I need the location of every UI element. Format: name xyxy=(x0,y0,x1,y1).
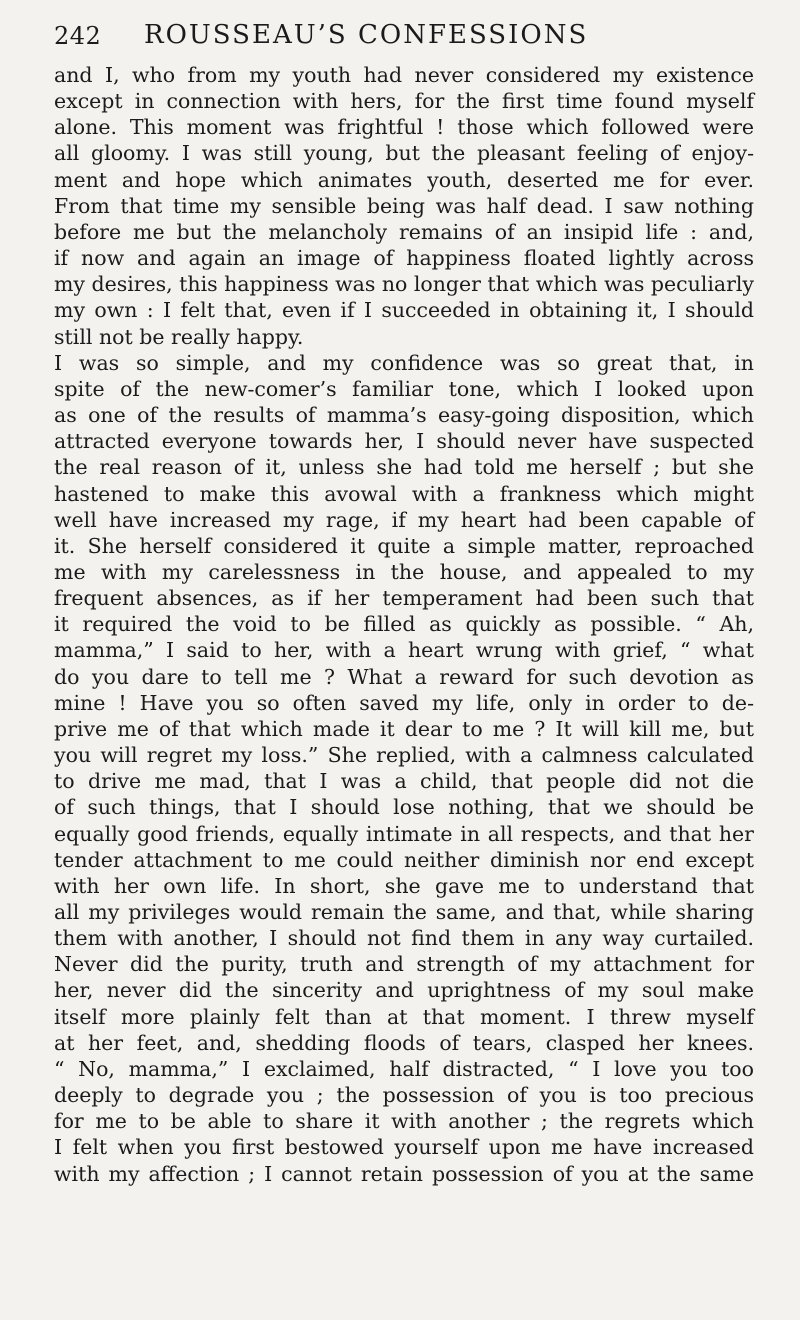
text-line: me with my carelessness in the house, and appealed to my xyxy=(54,559,754,584)
text-line: attracted everyone towards her, I should never have suspected xyxy=(54,429,754,454)
text-line: still not be really happy. xyxy=(54,324,304,349)
text-line: mine ! Have you so often saved my life, only in order to de- xyxy=(54,690,754,715)
text-line: I felt when you first bestowed yourself upon me have increased xyxy=(54,1135,754,1160)
text-line: do you dare to tell me ? What a reward for such devotion as xyxy=(54,664,754,689)
text-line: mamma,” I said to her, with a heart wrung with grief, “ what xyxy=(54,638,754,663)
text-line: tender attachment to me could neither diminish nor end except xyxy=(54,847,754,872)
text-line: at her feet, and, shedding floods of tears, clasped her knees. xyxy=(54,1030,754,1055)
text-line: if now and again an image of happiness floated lightly across xyxy=(54,246,754,271)
text-line: deeply to degrade you ; the possession of you is too precious xyxy=(54,1083,754,1108)
text-line: for me to be able to share it with another ; the regrets which xyxy=(54,1109,754,1134)
text-line: to drive me mad, that I was a child, that people did not die xyxy=(54,769,754,794)
text-line: the real reason of it, unless she had told me herself ; but she xyxy=(54,455,754,480)
text-line: hastened to make this avowal with a frankness which might xyxy=(54,481,754,506)
text-line: equally good friends, equally intimate in all respects, and that her xyxy=(54,821,754,846)
text-line: except in connection with hers, for the first time found myself xyxy=(54,89,754,114)
text-line: it. She herself considered it quite a simple matter, reproached xyxy=(54,533,754,558)
text-line: and I, who from my youth had never considered my existence xyxy=(54,63,754,87)
text-line: alone. This moment was frightful ! those which followed were xyxy=(54,115,754,140)
text-line: with my affection ; I cannot retain possession of you at the same xyxy=(54,1161,754,1186)
text-line: ment and hope which animates youth, deserted me for ever. xyxy=(54,167,754,192)
page-header xyxy=(54,18,754,56)
text-line: spite of the new-comer’s familiar tone, which I looked upon xyxy=(54,376,754,401)
text-line: it required the void to be filled as quickly as possible. “ Ah, xyxy=(54,612,754,637)
text-line: you will regret my loss.” She replied, with a calmness calculated xyxy=(54,743,754,768)
text-line: I was so simple, and my confidence was so great that, in xyxy=(54,350,754,375)
text-line: as one of the results of mamma’s easy-going disposition, which xyxy=(54,403,754,428)
text-line: my own : I felt that, even if I succeeded in obtaining it, I should xyxy=(54,298,754,323)
text-line: all my privileges would remain the same, and that, while sharing xyxy=(54,900,754,924)
text-line: before me but the melancholy remains of an insipid life : and, xyxy=(54,219,754,244)
text-line: From that time my sensible being was half dead. I saw nothing xyxy=(54,193,754,218)
text-line: Never did the purity, truth and strength of my attachment for xyxy=(54,952,754,977)
page-number: 242 xyxy=(54,22,102,50)
text-line: well have increased my rage, if my heart had been capable of xyxy=(54,507,754,532)
running-head: ROUSSEAU’S CONFESSIONS xyxy=(144,20,589,50)
body-text xyxy=(54,62,754,1187)
text-line: with her own life. In short, she gave me to understand that xyxy=(54,873,754,898)
text-line: prive me of that which made it dear to me ? It will kill me, but xyxy=(54,716,754,741)
text-line: “ No, mamma,” I exclaimed, half distracted, “ I love you too xyxy=(54,1056,754,1081)
text-line: frequent absences, as if her temperament had been such that xyxy=(54,586,754,611)
book-page xyxy=(54,18,754,1187)
text-line: itself more plainly felt than at that moment. I threw myself xyxy=(54,1004,754,1029)
text-line: of such things, that I should lose nothing, that we should be xyxy=(54,795,754,820)
text-line: my desires, this happiness was no longer that which was peculiarly xyxy=(54,272,754,297)
text-line: them with another, I should not find them in any way curtailed. xyxy=(54,926,754,951)
text-line: her, never did the sincerity and uprightness of my soul make xyxy=(54,978,754,1003)
text-line: all gloomy. I was still young, but the pleasant feeling of enjoy- xyxy=(54,141,754,166)
